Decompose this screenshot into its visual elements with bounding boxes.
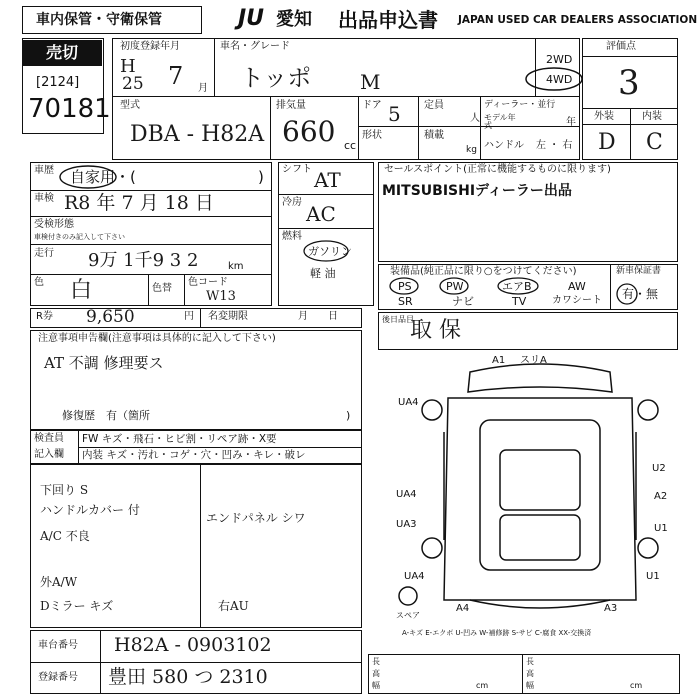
score-label: 評価点 bbox=[606, 41, 636, 52]
repair-history-label: 修復歴 有（箇所 bbox=[62, 409, 150, 422]
month-unit: 月 bbox=[198, 83, 208, 94]
first-reg-year: 25 bbox=[122, 74, 144, 94]
remark-5: 外A/W bbox=[40, 575, 78, 589]
history-value: 自家用・( bbox=[70, 168, 136, 186]
history-close: ) bbox=[258, 168, 264, 186]
model-label: 型式 bbox=[120, 100, 140, 111]
cooling-value: AC bbox=[306, 202, 336, 226]
capacity-label: 定員 bbox=[424, 100, 444, 111]
first-reg-month: 7 bbox=[168, 62, 184, 90]
handle-label: ハンドル bbox=[484, 140, 524, 151]
shape-label: 形状 bbox=[362, 130, 382, 141]
remark-3: A/C 不良 bbox=[40, 529, 90, 543]
interior-label: 内装 bbox=[642, 111, 662, 122]
equip-pw: PW bbox=[446, 280, 464, 293]
diagram-label-ua3: UA3 bbox=[396, 519, 417, 530]
spare-label: スペア bbox=[396, 611, 420, 620]
diagram-label-a2: A2 bbox=[654, 491, 668, 502]
displacement-value: 660 bbox=[282, 115, 336, 148]
score-value: 3 bbox=[618, 63, 640, 103]
equip-airbag: エアB bbox=[502, 280, 532, 293]
color-code-value: W13 bbox=[206, 289, 236, 304]
remark-1: 下回り S bbox=[40, 483, 89, 497]
cooling-label: 冷房 bbox=[282, 197, 302, 208]
chassis-value: H82A - 0903102 bbox=[114, 634, 272, 656]
after-marks-value: 取 保 bbox=[410, 318, 461, 343]
cc-unit: cc bbox=[344, 139, 357, 152]
english-title: JAPAN USED CAR DEALERS ASSOCIATION bbox=[458, 14, 698, 26]
new-car-warranty-options: 有・無 bbox=[622, 287, 659, 301]
km-unit: km bbox=[228, 261, 244, 272]
color-value: 白 bbox=[70, 278, 93, 303]
doors-label: ドア bbox=[362, 100, 382, 111]
dim-width-label: 幅 bbox=[372, 681, 380, 690]
equipment-label: 装備品(純正品に限り○をつけてください) bbox=[390, 266, 577, 277]
after-marks-label: 後日品目 bbox=[382, 315, 414, 324]
equip-sr: SR bbox=[398, 295, 413, 308]
inspection-value: R8 年 7 月 18 日 bbox=[64, 192, 214, 214]
diagram-label-ua4-bottom: UA4 bbox=[404, 571, 425, 582]
sales-text: MITSUBISHIディーラー出品 bbox=[382, 183, 572, 199]
damage-legend: A-キズ E-エクボ U-凹み W-補修跡 S-サビ C-腐食 XX-交換済 bbox=[402, 629, 592, 637]
remark-2: ハンドルカバー 付 bbox=[40, 503, 140, 517]
diagram-label-u1-bottom: U1 bbox=[646, 571, 660, 582]
displacement-label: 排気量 bbox=[276, 100, 306, 111]
interior-grade: C bbox=[646, 130, 663, 155]
recycle-value: 9,650 bbox=[86, 307, 135, 327]
person-unit: 人 bbox=[470, 113, 480, 124]
document-title: 出品申込書 bbox=[338, 8, 438, 32]
recycle-label: R券 bbox=[36, 311, 53, 322]
history-label: 車歴 bbox=[34, 165, 54, 176]
first-reg-label: 初度登録年月 bbox=[120, 41, 180, 52]
remark-7: 右AU bbox=[218, 599, 249, 613]
deadline-units: 月 日 bbox=[298, 311, 338, 322]
color-change-label: 色替 bbox=[152, 283, 172, 294]
remark-6: Dミラー キズ bbox=[40, 599, 114, 613]
lot-code: [2124] bbox=[36, 75, 80, 90]
inspector-label-1: 検査員 bbox=[34, 433, 64, 444]
inspector-label-2: 記入欄 bbox=[34, 449, 64, 460]
diagram-label-ua4-top: UA4 bbox=[398, 397, 419, 408]
diagram-label-u2: U2 bbox=[652, 463, 666, 474]
year-unit: 年 bbox=[566, 117, 576, 128]
dim2-cm: cm bbox=[630, 681, 643, 690]
equip-ps: PS bbox=[398, 280, 412, 293]
dim-height-label: 高 bbox=[372, 669, 380, 678]
mileage-value: 9万 1千9 3 2 bbox=[88, 250, 199, 271]
storage-label: 車内保管・守衛保管 bbox=[36, 12, 162, 28]
dim-cm: cm bbox=[476, 681, 489, 690]
fuel-label: 燃料 bbox=[282, 231, 302, 242]
diagram-label-a4: A4 bbox=[456, 603, 470, 614]
kg-unit: kg bbox=[466, 145, 477, 155]
ju-logo: JU bbox=[238, 6, 265, 31]
model-code: DBA - H82A bbox=[130, 122, 265, 147]
car-grade: M bbox=[360, 70, 381, 94]
repair-history-close: ) bbox=[346, 409, 351, 422]
equip-seat: カワシート bbox=[552, 295, 602, 306]
fuel-diesel: 軽 油 bbox=[310, 267, 336, 280]
dim2-width-label: 幅 bbox=[526, 681, 534, 690]
fuel-gas: ガソリン bbox=[308, 245, 352, 258]
mileage-label: 走行 bbox=[34, 248, 54, 259]
inspector-row-2: 内装 キズ・汚れ・コゲ・穴・凹み・キレ・破レ bbox=[82, 449, 306, 461]
inspector-row-1: FW キズ・飛石・ヒビ割・リペア跡・X要 bbox=[82, 433, 277, 445]
sales-label: セールスポイント(正常に機能するものに限ります) bbox=[384, 164, 611, 175]
equip-tv: TV bbox=[512, 295, 527, 308]
model-year-label: モデル年式 bbox=[484, 113, 516, 130]
car-name: トッポ bbox=[240, 64, 312, 92]
equip-aw: AW bbox=[568, 280, 586, 293]
exterior-grade: D bbox=[598, 130, 616, 155]
inspection-form-label: 受検形態 bbox=[34, 219, 74, 230]
diagram-label-u1-mid: U1 bbox=[654, 523, 668, 534]
first-reg-era: H bbox=[120, 56, 136, 77]
reg-value: 豊田 580 つ 2310 bbox=[108, 666, 268, 688]
dim2-height-label: 高 bbox=[526, 669, 534, 678]
org-name: 愛知 bbox=[276, 9, 312, 30]
notes-text: AT 不調 修理要ス bbox=[44, 354, 164, 372]
handle-options: 左 ・ 右 bbox=[536, 140, 573, 151]
shift-label: シフト bbox=[282, 164, 312, 175]
new-car-warranty-label: 新車保証書 bbox=[616, 266, 662, 276]
car-name-label: 車名・グレード bbox=[220, 41, 290, 52]
notes-label: 注意事項申告欄(注意事項は具体的に記入して下さい) bbox=[38, 333, 276, 344]
inspection-form-note: 車検付きのみ記入して下さい bbox=[34, 233, 125, 241]
diagram-label-a3: A3 bbox=[604, 603, 618, 614]
dealer-label: ディーラー・並行 bbox=[484, 100, 556, 110]
diagram-label-front-a: A1 bbox=[492, 355, 506, 366]
remark-4: エンドパネル シワ bbox=[206, 511, 306, 525]
diagram-label-ua4-mid: UA4 bbox=[396, 489, 417, 500]
shift-value: AT bbox=[314, 168, 341, 192]
exterior-label: 外装 bbox=[594, 111, 614, 122]
dim2-length-label: 長 bbox=[526, 657, 534, 666]
equip-navi: ナビ bbox=[452, 295, 474, 308]
yen-unit: 円 bbox=[184, 311, 194, 322]
dim-length-label: 長 bbox=[372, 657, 380, 666]
drive-2wd: 2WD bbox=[546, 53, 573, 66]
color-label: 色 bbox=[34, 277, 44, 288]
drive-4wd: 4WD bbox=[546, 73, 573, 86]
chassis-label: 車台番号 bbox=[38, 640, 78, 651]
color-code-label: 色コード bbox=[188, 277, 228, 288]
reg-label: 登録番号 bbox=[38, 672, 78, 683]
inspection-label: 車検 bbox=[34, 193, 54, 204]
load-label: 積載 bbox=[424, 130, 444, 141]
deadline-label: 名変期限 bbox=[208, 311, 248, 322]
lot-number: 70181 bbox=[28, 94, 111, 124]
doors-value: 5 bbox=[388, 102, 401, 126]
diagram-label-front-sura: スリA bbox=[520, 355, 547, 366]
sold-badge: 売切 bbox=[22, 40, 102, 66]
